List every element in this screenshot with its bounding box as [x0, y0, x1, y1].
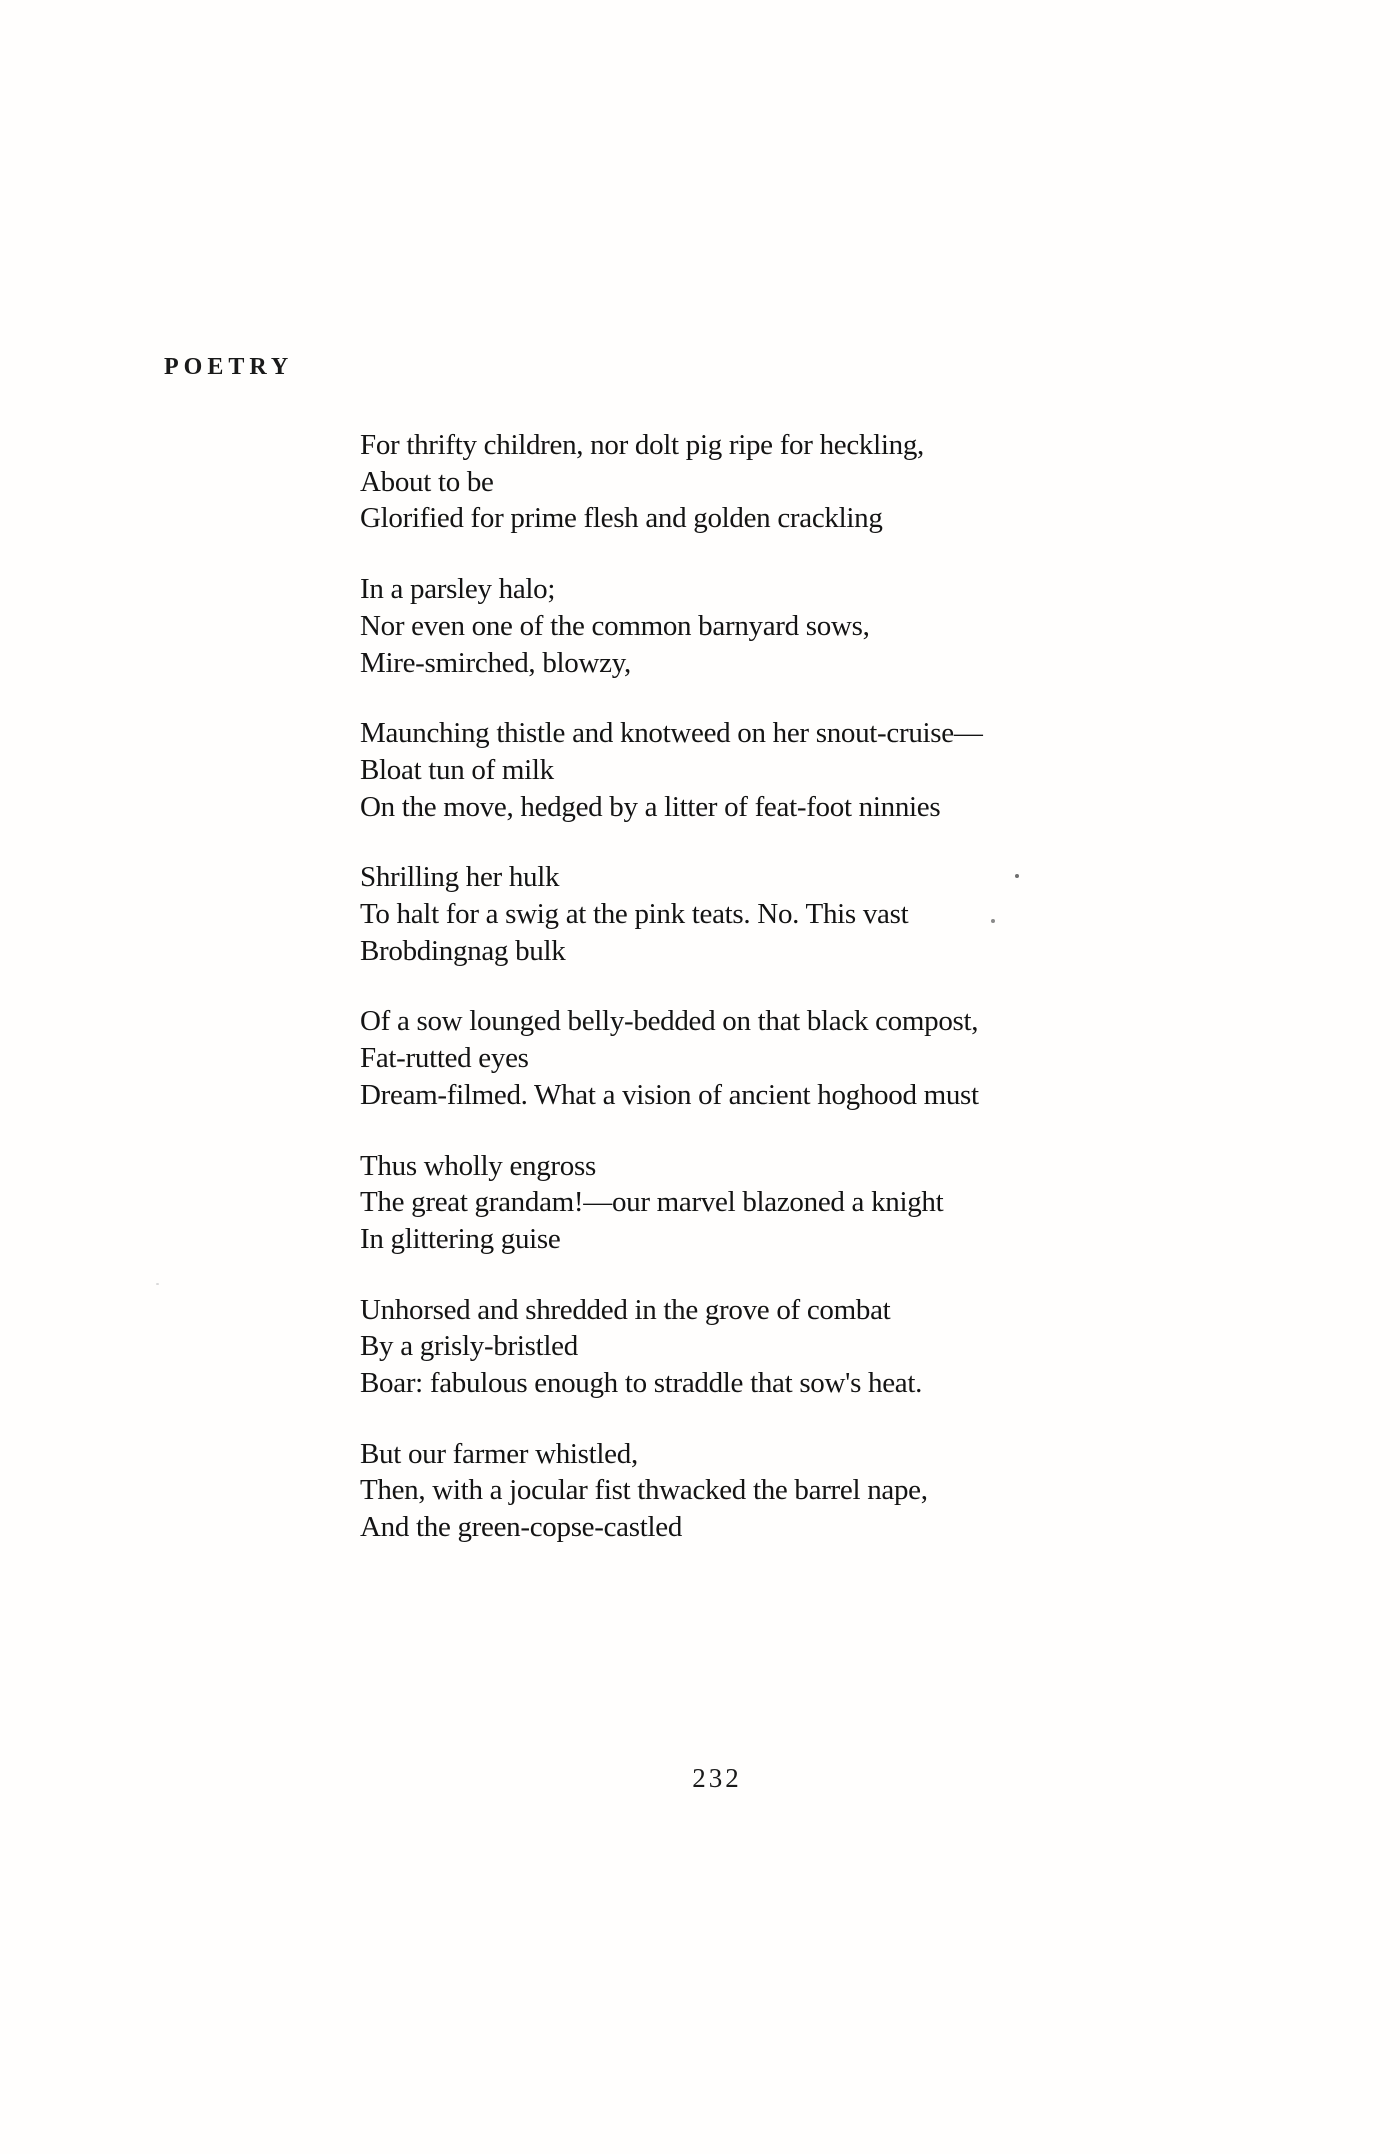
ink-speck [991, 919, 995, 923]
poem-line: And the green-copse-castled [360, 1511, 683, 1544]
stanza-5 [360, 1003, 983, 1113]
poem-line: For thrifty children, nor dolt pig ripe for heckling, [360, 429, 924, 461]
poem-line: Unhorsed and shredded in the grove of combat [360, 1293, 891, 1326]
poem-line: The great grandam!—our marvel blazoned a knight [360, 1186, 944, 1219]
poem-line: Maunching thistle and knotweed on her snout-cruise— [360, 717, 983, 750]
stanza-7 [360, 1292, 983, 1402]
poem-line: By a grisly-bristled [360, 1330, 578, 1363]
poem-line: Nor even one of the common barnyard sows, [360, 609, 870, 642]
poem-line: Brobdingnag bulk [360, 934, 566, 967]
ink-speck [156, 1283, 159, 1285]
poem-line: In a parsley halo; [360, 573, 556, 606]
page-number: 232 [692, 1763, 742, 1793]
poem-line: Shrilling her hulk [360, 861, 560, 894]
poem-line: Bloat tun of milk [360, 753, 554, 786]
stanza-1 [360, 427, 983, 537]
poem-line: But our farmer whistled, [360, 1437, 638, 1470]
poem-line: To halt for a swig at the pink teats. No. This vast [360, 898, 909, 931]
poem-line: On the move, hedged by a litter of feat-foot ninnies [360, 790, 941, 823]
poem-line: Then, with a jocular fist thwacked the barrel nape, [360, 1474, 928, 1507]
poem-line: Dream-filmed. What a vision of ancient hoghood must [360, 1078, 979, 1111]
ink-speck [1015, 874, 1019, 878]
stanza-4 [360, 859, 983, 969]
poem-line: Of a sow lounged belly-bedded on that black compost, [360, 1005, 979, 1038]
stanza-3 [360, 715, 983, 825]
poem-line: Thus wholly engross [360, 1149, 596, 1182]
poem-line: In glittering guise [360, 1222, 561, 1255]
poem-line: Mire-smirched, blowzy, [360, 646, 631, 679]
stanza-8 [360, 1436, 983, 1546]
poem-line: About to be [360, 465, 494, 498]
stanza-6 [360, 1148, 983, 1258]
poem-line: Boar: fabulous enough to straddle that sow's heat. [360, 1367, 923, 1400]
poem-body [360, 427, 983, 1580]
poem-line: Glorified for prime flesh and golden crackling [360, 502, 883, 535]
stanza-2 [360, 571, 983, 681]
running-head: POETRY [164, 354, 294, 380]
poem-line: Fat-rutted eyes [360, 1042, 529, 1075]
